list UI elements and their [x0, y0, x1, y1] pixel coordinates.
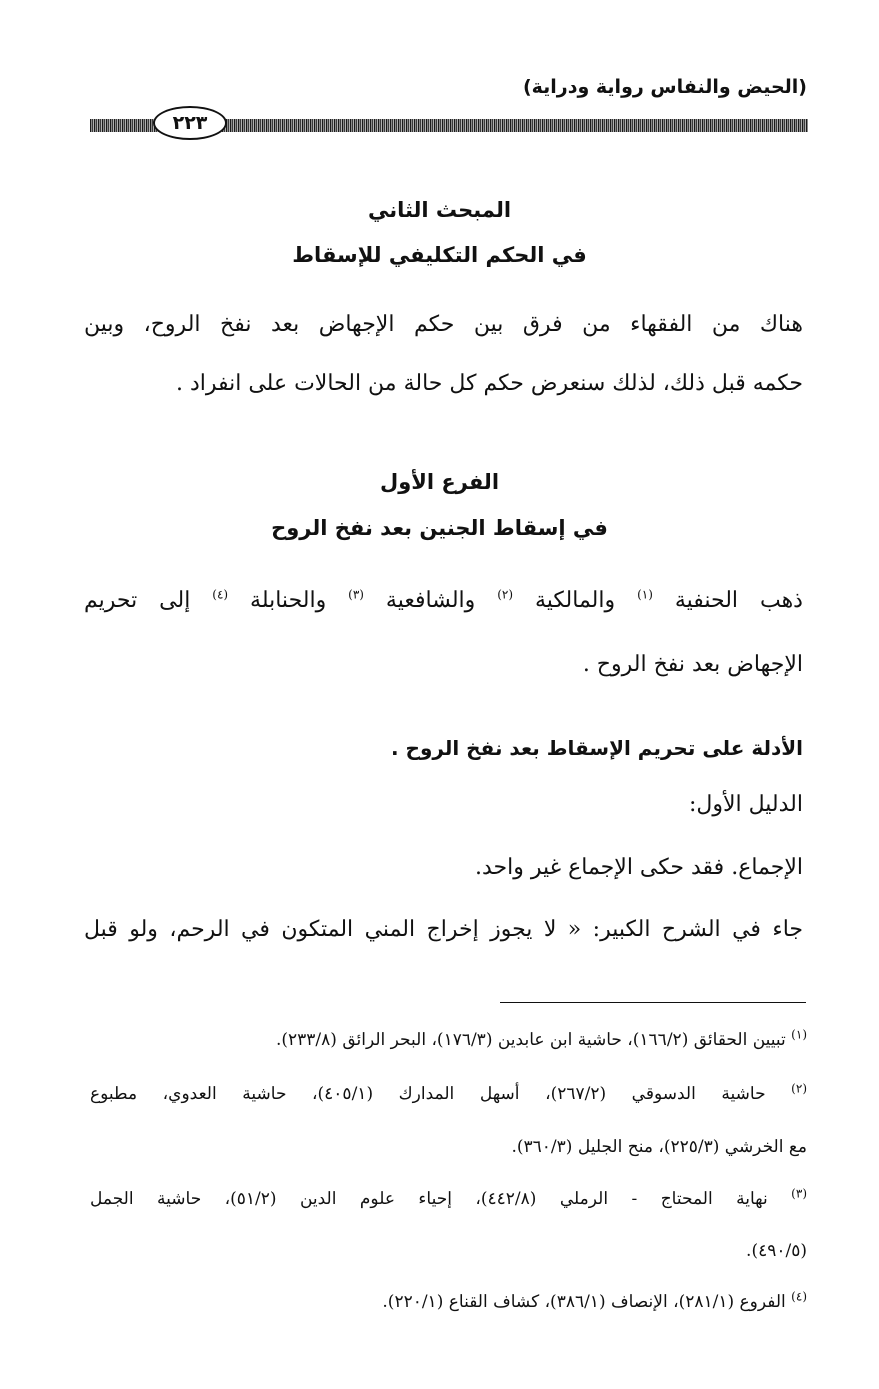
footnote-2	[90, 1081, 807, 1104]
first-evidence-text: الإجماع. فقد حكى الإجماع غير واحد.	[474, 855, 803, 880]
footnote-ref-2[interactable]: (٢)	[497, 587, 514, 602]
footnote-2-continued: مع الخرشي (٢٢٥/٣)، منح الجليل (٣٦٠/٣).	[511, 1137, 807, 1157]
footnote-4	[90, 1289, 807, 1312]
footnote-1	[90, 1027, 807, 1050]
intro-line-1: هناك من الفقهاء من فرق بين حكم الإجهاض بعد نفخ الروح، وبين	[84, 312, 803, 337]
school-maliki: والمالكية	[534, 588, 616, 613]
footnote-number: (٤)	[791, 1289, 807, 1304]
schools-line-2: الإجهاض بعد نفخ الروح .	[582, 652, 803, 677]
footnote-number: (٣)	[791, 1186, 807, 1201]
footnote-text: حاشية الدسوقي (٢٦٧/٢)، أسهل المدارك (٤٠٥/١)، حاشية العدوي، مطبوع	[90, 1084, 766, 1104]
evidence-heading: الأدلة على تحريم الإسقاط بعد نفخ الروح .	[390, 736, 803, 760]
section-subtitle: في الحكم التكليفي للإسقاط	[292, 243, 587, 267]
school-hanbali: والحنابلة	[250, 588, 327, 613]
schools-line-1	[84, 588, 803, 613]
school-shafii: والشافعية	[385, 588, 476, 613]
footnote-ref-4[interactable]: (٤)	[212, 587, 229, 602]
quote-line: جاء في الشرح الكبير: « لا يجوز إخراج المني المتكون في الرحم، ولو قبل	[84, 917, 803, 942]
footnote-text: الفروع (٢٨١/١)، الإنصاف (٣٨٦/١)، كشاف القناع (٢٢٠/١).	[382, 1292, 786, 1312]
page-number: ٢٢٣	[153, 106, 227, 140]
footnote-text: تبيين الحقائق (١٦٦/٢)، حاشية ابن عابدين (١٧٦/٣)، البحر الرائق (٢٣٣/٨).	[275, 1030, 786, 1050]
intro-line-2: حكمه قبل ذلك، لذلك سنعرض حكم كل حالة من الحالات على انفراد .	[175, 371, 803, 396]
branch-title: الفرع الأول	[379, 470, 500, 494]
section-title: المبحث الثاني	[367, 198, 512, 222]
footnote-number: (٢)	[791, 1081, 807, 1096]
footnote-3	[90, 1186, 807, 1209]
footnote-rule	[500, 1002, 806, 1003]
schools-verdict: إلى تحريم	[84, 588, 191, 613]
branch-subtitle: في إسقاط الجنين بعد نفخ الروح	[271, 516, 608, 540]
school-hanafi: ذهب الحنفية	[674, 588, 803, 613]
footnote-3-continued: (٤٩٠/٥).	[746, 1241, 807, 1261]
footnote-ref-3[interactable]: (٣)	[348, 587, 364, 602]
footnote-text: نهاية المحتاج - الرملي (٤٤٢/٨)، إحياء علوم الدين (٥١/٢)، حاشية الجمل	[90, 1189, 768, 1209]
running-title: (الحيض والنفاس رواية ودراية)	[522, 76, 807, 98]
footnote-number: (١)	[791, 1027, 807, 1042]
first-evidence-title: الدليل الأول:	[688, 792, 803, 817]
footnote-ref-1[interactable]: (١)	[637, 587, 653, 602]
